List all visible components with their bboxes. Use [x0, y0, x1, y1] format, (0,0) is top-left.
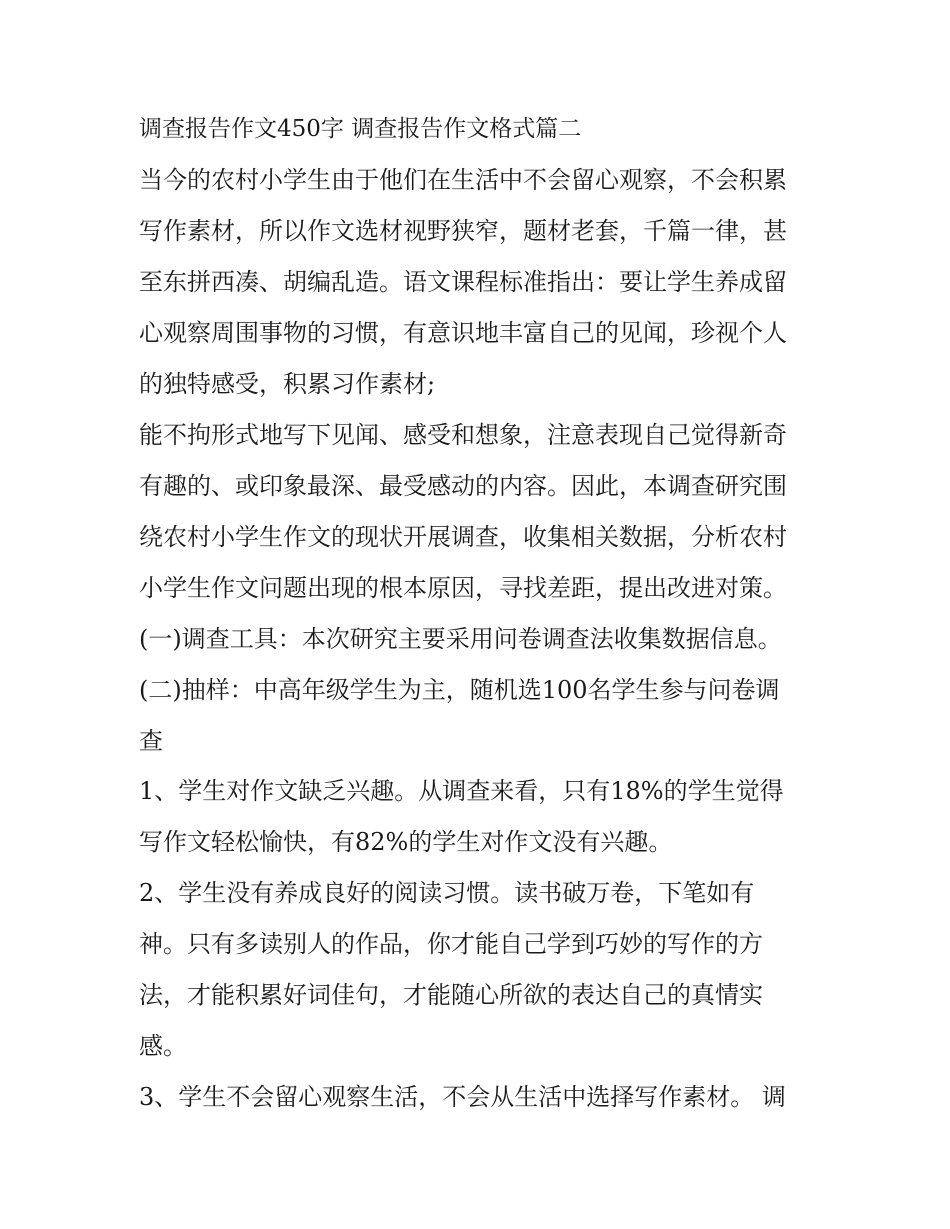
text-line-11: (二)抽样：中高年级学生为主，随机选100名学生参与问卷调 [139, 676, 780, 704]
text-line-15: 2、学生没有养成良好的阅读习惯。读书破万卷，下笔如有 [139, 879, 755, 907]
text-line-17: 法，才能积累好词佳句，才能随心所欲的表达自己的真情实 [139, 981, 763, 1009]
document-title: 调查报告作文450字 调查报告作文格式篇二 [139, 116, 582, 142]
text-line-5: 的独特感受，积累习作素材; [139, 370, 436, 398]
text-line-18: 感。 [139, 1032, 187, 1060]
text-line-13: 1、学生对作文缺乏兴趣。从调查来看，只有18%的学生觉得 [139, 777, 784, 805]
text-line-19: 3、学生不会留心观察生活，不会从生活中选择写作素材。 调 [139, 1083, 786, 1111]
text-line-6: 能不拘形式地写下见闻、感受和想象，注意表现自己觉得新奇 [139, 421, 787, 449]
text-line-14: 写作文轻松愉快，有82%的学生对作文没有兴趣。 [139, 828, 673, 856]
text-line-4: 心观察周围事物的习惯，有意识地丰富自己的见闻，珍视个人 [139, 319, 787, 347]
text-line-10: (一)调查工具：本次研究主要采用问卷调查法收集数据信息。 [139, 625, 782, 653]
text-line-2: 写作素材，所以作文选材视野狭窄，题材老套，千篇一律，甚 [139, 217, 787, 245]
text-line-9: 小学生作文问题出现的根本原因，寻找差距，提出改进对策。 [139, 574, 787, 602]
text-line-7: 有趣的、或印象最深、最受感动的内容。因此，本调查研究围 [139, 472, 787, 500]
text-line-3: 至东拼西凑、胡编乱造。语文课程标准指出：要让学生养成留 [139, 268, 787, 296]
text-line-8: 绕农村小学生作文的现状开展调查，收集相关数据，分析农村 [139, 523, 787, 551]
text-line-1: 当今的农村小学生由于他们在生活中不会留心观察，不会积累 [139, 166, 787, 194]
text-line-16: 神。只有多读别人的作品，你才能自己学到巧妙的写作的方 [139, 930, 763, 958]
text-line-12: 查 [139, 727, 163, 755]
